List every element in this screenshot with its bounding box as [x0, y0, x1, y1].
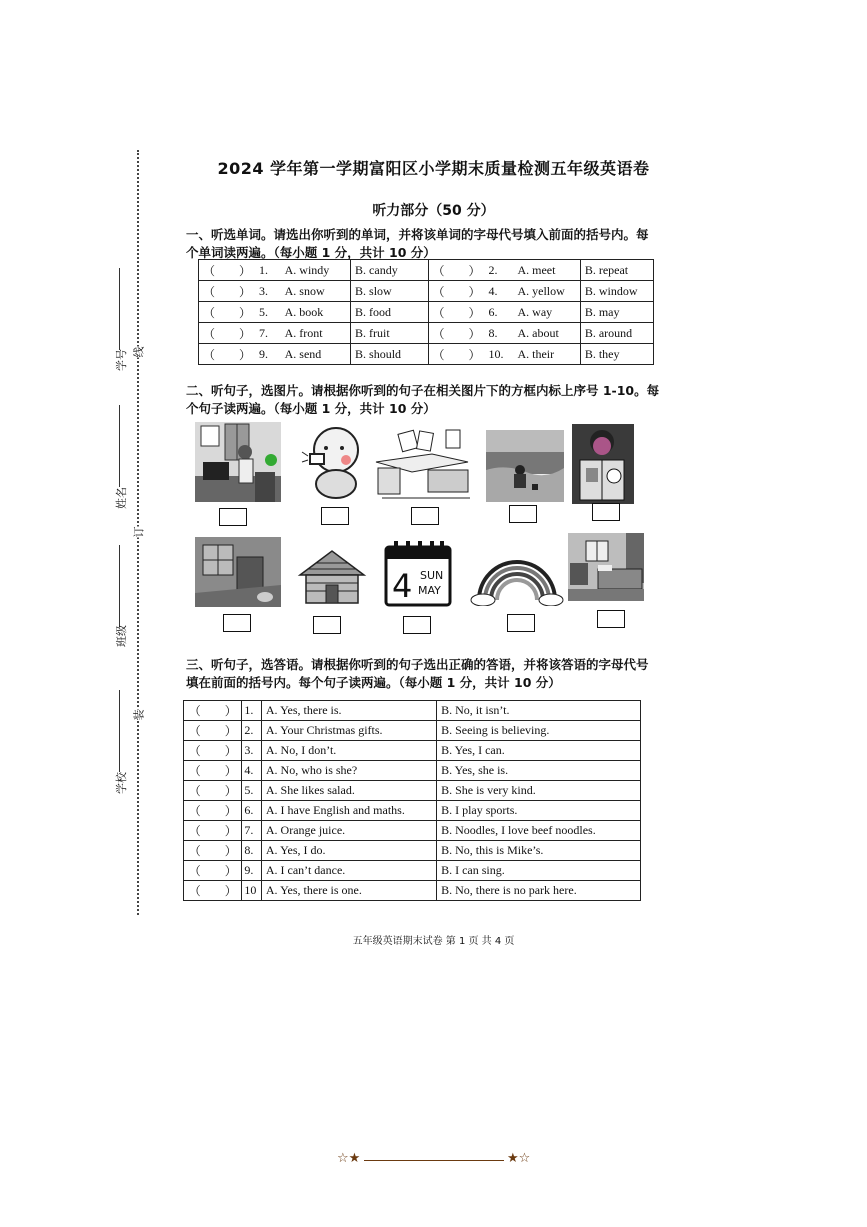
section2-instruction: [186, 382, 696, 418]
question-number: 5.: [255, 302, 281, 323]
margin-underline: [119, 545, 120, 627]
question-number: 9.: [255, 344, 281, 365]
answer-blank[interactable]: （ ）: [199, 323, 256, 344]
exam-title: 2024 学年第一学期富阳区小学期末质量检测五年级英语卷: [217, 159, 650, 178]
question-number: 2.: [485, 260, 514, 281]
margin-underline: [119, 268, 120, 350]
answer-blank[interactable]: （ ）: [184, 861, 242, 881]
option-b: B. I play sports.: [437, 801, 641, 821]
option-b: B. window: [580, 281, 653, 302]
answer-blank[interactable]: （ ）: [199, 302, 256, 323]
question-number: 7.: [242, 821, 261, 841]
answer-blank[interactable]: （ ）: [184, 761, 242, 781]
option-b: B. Seeing is believing.: [437, 721, 641, 741]
option-b: B. Yes, I can.: [437, 741, 641, 761]
option-a: A. No, I don’t.: [261, 741, 436, 761]
option-a: A. send: [281, 344, 351, 365]
margin-underline: [119, 405, 120, 487]
section3-instruction: [186, 656, 696, 692]
picture-calendar: [384, 539, 452, 607]
question-number: 4.: [242, 761, 261, 781]
option-a: A. about: [513, 323, 580, 344]
option-b: B. No, this is Mike’s.: [437, 841, 641, 861]
section3-row: [184, 701, 641, 721]
section1-instruction: [186, 226, 696, 262]
option-b: B. I can sing.: [437, 861, 641, 881]
answer-blank[interactable]: （ ）: [184, 701, 242, 721]
margin-underline: [119, 690, 120, 772]
margin-label-school: 学校: [115, 772, 128, 794]
picture-rainbow: [469, 556, 565, 606]
option-a: A. I have English and maths.: [261, 801, 436, 821]
section3-table: [183, 700, 641, 901]
margin-label-class: 班级: [115, 625, 128, 647]
option-a: A. Yes, there is.: [261, 701, 436, 721]
answer-blank[interactable]: （ ）: [184, 781, 242, 801]
section1-instruction-line1: 一、听选单词。请选出你听到的单词，并将该单词的字母代号填入前面的括号内。每: [186, 227, 649, 242]
section3-row: [184, 721, 641, 741]
section3-row: [184, 841, 641, 861]
answer-blank[interactable]: （ ）: [184, 721, 242, 741]
picture-baby-drinking: [298, 422, 370, 502]
section3-row: [184, 781, 641, 801]
picture-man-at-desk: [195, 422, 281, 502]
answer-box[interactable]: [507, 614, 535, 632]
option-b: B. fruit: [351, 323, 428, 344]
option-b: B. Noodles, I love beef noodles.: [437, 821, 641, 841]
section3-instruction-line1: 三、听句子，选答语。请根据你听到的句子选出正确的答语，并将该答语的字母代号: [186, 657, 649, 672]
question-number: 7.: [255, 323, 281, 344]
picture-boy-reading-book: [572, 424, 634, 504]
decorative-stars-right: ★☆: [507, 1151, 531, 1166]
answer-blank[interactable]: （ ）: [184, 801, 242, 821]
section3-row: [184, 801, 641, 821]
page-footer: 五年级英语期末试卷 第 1 页 共 4 页: [352, 936, 515, 947]
answer-blank[interactable]: （ ）: [184, 741, 242, 761]
answer-blank[interactable]: （ ）: [184, 881, 242, 901]
section2-instruction-line1: 二、听句子，选图片。请根据你听到的句子在相关图片下的方框内标上序号 1-10。每: [186, 383, 660, 398]
option-b: B. candy: [351, 260, 428, 281]
option-a: A. No, who is she?: [261, 761, 436, 781]
option-b: B. should: [351, 344, 428, 365]
question-number: 1.: [242, 701, 261, 721]
option-a: A. their: [513, 344, 580, 365]
question-number: 6.: [242, 801, 261, 821]
section1-row: [199, 323, 654, 344]
answer-box[interactable]: [313, 616, 341, 634]
question-number: 5.: [242, 781, 261, 801]
picture-boy-on-beach: [486, 430, 564, 502]
answer-box[interactable]: [597, 610, 625, 628]
option-b: B. around: [580, 323, 653, 344]
calendar-month: MAY: [418, 584, 441, 597]
answer-blank[interactable]: （ ）: [428, 260, 485, 281]
question-number: 9.: [242, 861, 261, 881]
option-a: A. book: [281, 302, 351, 323]
option-a: A. windy: [281, 260, 351, 281]
calendar-day: 4: [392, 567, 413, 605]
answer-box[interactable]: [321, 507, 349, 525]
decorative-stars-left: ☆★: [337, 1151, 361, 1166]
section1-row: [199, 302, 654, 323]
answer-blank[interactable]: （ ）: [199, 260, 256, 281]
exam-subtitle: 听力部分（50 分）: [372, 203, 495, 219]
answer-box[interactable]: [403, 616, 431, 634]
option-a: A. front: [281, 323, 351, 344]
option-a: A. She likes salad.: [261, 781, 436, 801]
option-a: A. Your Christmas gifts.: [261, 721, 436, 741]
option-a: A. yellow: [513, 281, 580, 302]
picture-old-room: [195, 537, 281, 607]
question-number: 8.: [485, 323, 514, 344]
question-number: 10: [242, 881, 261, 901]
option-b: B. slow: [351, 281, 428, 302]
picture-messy-desk-room: [372, 428, 476, 502]
section3-instruction-line2: 填在前面的括号内。每个句子读两遍。（每小题 1 分，共计 10 分）: [186, 675, 561, 690]
picture-bedroom: [568, 533, 644, 601]
answer-blank[interactable]: （ ）: [428, 323, 485, 344]
answer-blank[interactable]: （ ）: [428, 302, 485, 323]
question-number: 2.: [242, 721, 261, 741]
answer-blank[interactable]: （ ）: [428, 281, 485, 302]
answer-blank[interactable]: （ ）: [184, 841, 242, 861]
option-b: B. food: [351, 302, 428, 323]
question-number: 10.: [485, 344, 514, 365]
section3-row: [184, 741, 641, 761]
margin-label-name: 姓名: [115, 487, 128, 509]
answer-box[interactable]: [411, 507, 439, 525]
answer-blank[interactable]: （ ）: [199, 281, 256, 302]
option-a: A. Yes, there is one.: [261, 881, 436, 901]
section1-row: [199, 344, 654, 365]
section2-instruction-line2: 个句子读两遍。（每小题 1 分，共计 10 分）: [186, 401, 436, 416]
option-b: B. Yes, she is.: [437, 761, 641, 781]
question-number: 3.: [242, 741, 261, 761]
section3-row: [184, 861, 641, 881]
option-b: B. they: [580, 344, 653, 365]
decorative-line: [364, 1160, 504, 1161]
section1-instruction-line2: 个单词读两遍。（每小题 1 分，共计 10 分）: [186, 245, 436, 260]
question-number: 1.: [255, 260, 281, 281]
section3-row: [184, 821, 641, 841]
option-a: A. Orange juice.: [261, 821, 436, 841]
binding-char: 线: [130, 347, 148, 358]
section1-row: [199, 281, 654, 302]
option-a: A. snow: [281, 281, 351, 302]
option-b: B. No, it isn’t.: [437, 701, 641, 721]
option-a: A. I can’t dance.: [261, 861, 436, 881]
option-b: B. She is very kind.: [437, 781, 641, 801]
section3-row: [184, 761, 641, 781]
answer-box[interactable]: [509, 505, 537, 523]
binding-char: 装: [130, 710, 148, 721]
option-a: A. Yes, I do.: [261, 841, 436, 861]
question-number: 8.: [242, 841, 261, 861]
picture-wooden-house: [296, 547, 368, 607]
question-number: 6.: [485, 302, 514, 323]
option-a: A. way: [513, 302, 580, 323]
margin-label-student-id: 学号: [115, 349, 128, 371]
option-b: B. repeat: [580, 260, 653, 281]
section1-table: [198, 259, 654, 365]
answer-box[interactable]: [223, 614, 251, 632]
answer-box[interactable]: [219, 508, 247, 526]
answer-box[interactable]: [592, 503, 620, 521]
option-a: A. meet: [513, 260, 580, 281]
binding-char: 订: [130, 527, 148, 538]
answer-blank[interactable]: （ ）: [184, 821, 242, 841]
option-b: B. may: [580, 302, 653, 323]
question-number: 4.: [485, 281, 514, 302]
question-number: 3.: [255, 281, 281, 302]
option-b: B. No, there is no park here.: [437, 881, 641, 901]
answer-blank[interactable]: （ ）: [428, 344, 485, 365]
section1-row: [199, 260, 654, 281]
calendar-weekday: SUN: [420, 569, 444, 582]
answer-blank[interactable]: （ ）: [199, 344, 256, 365]
section3-row: [184, 881, 641, 901]
